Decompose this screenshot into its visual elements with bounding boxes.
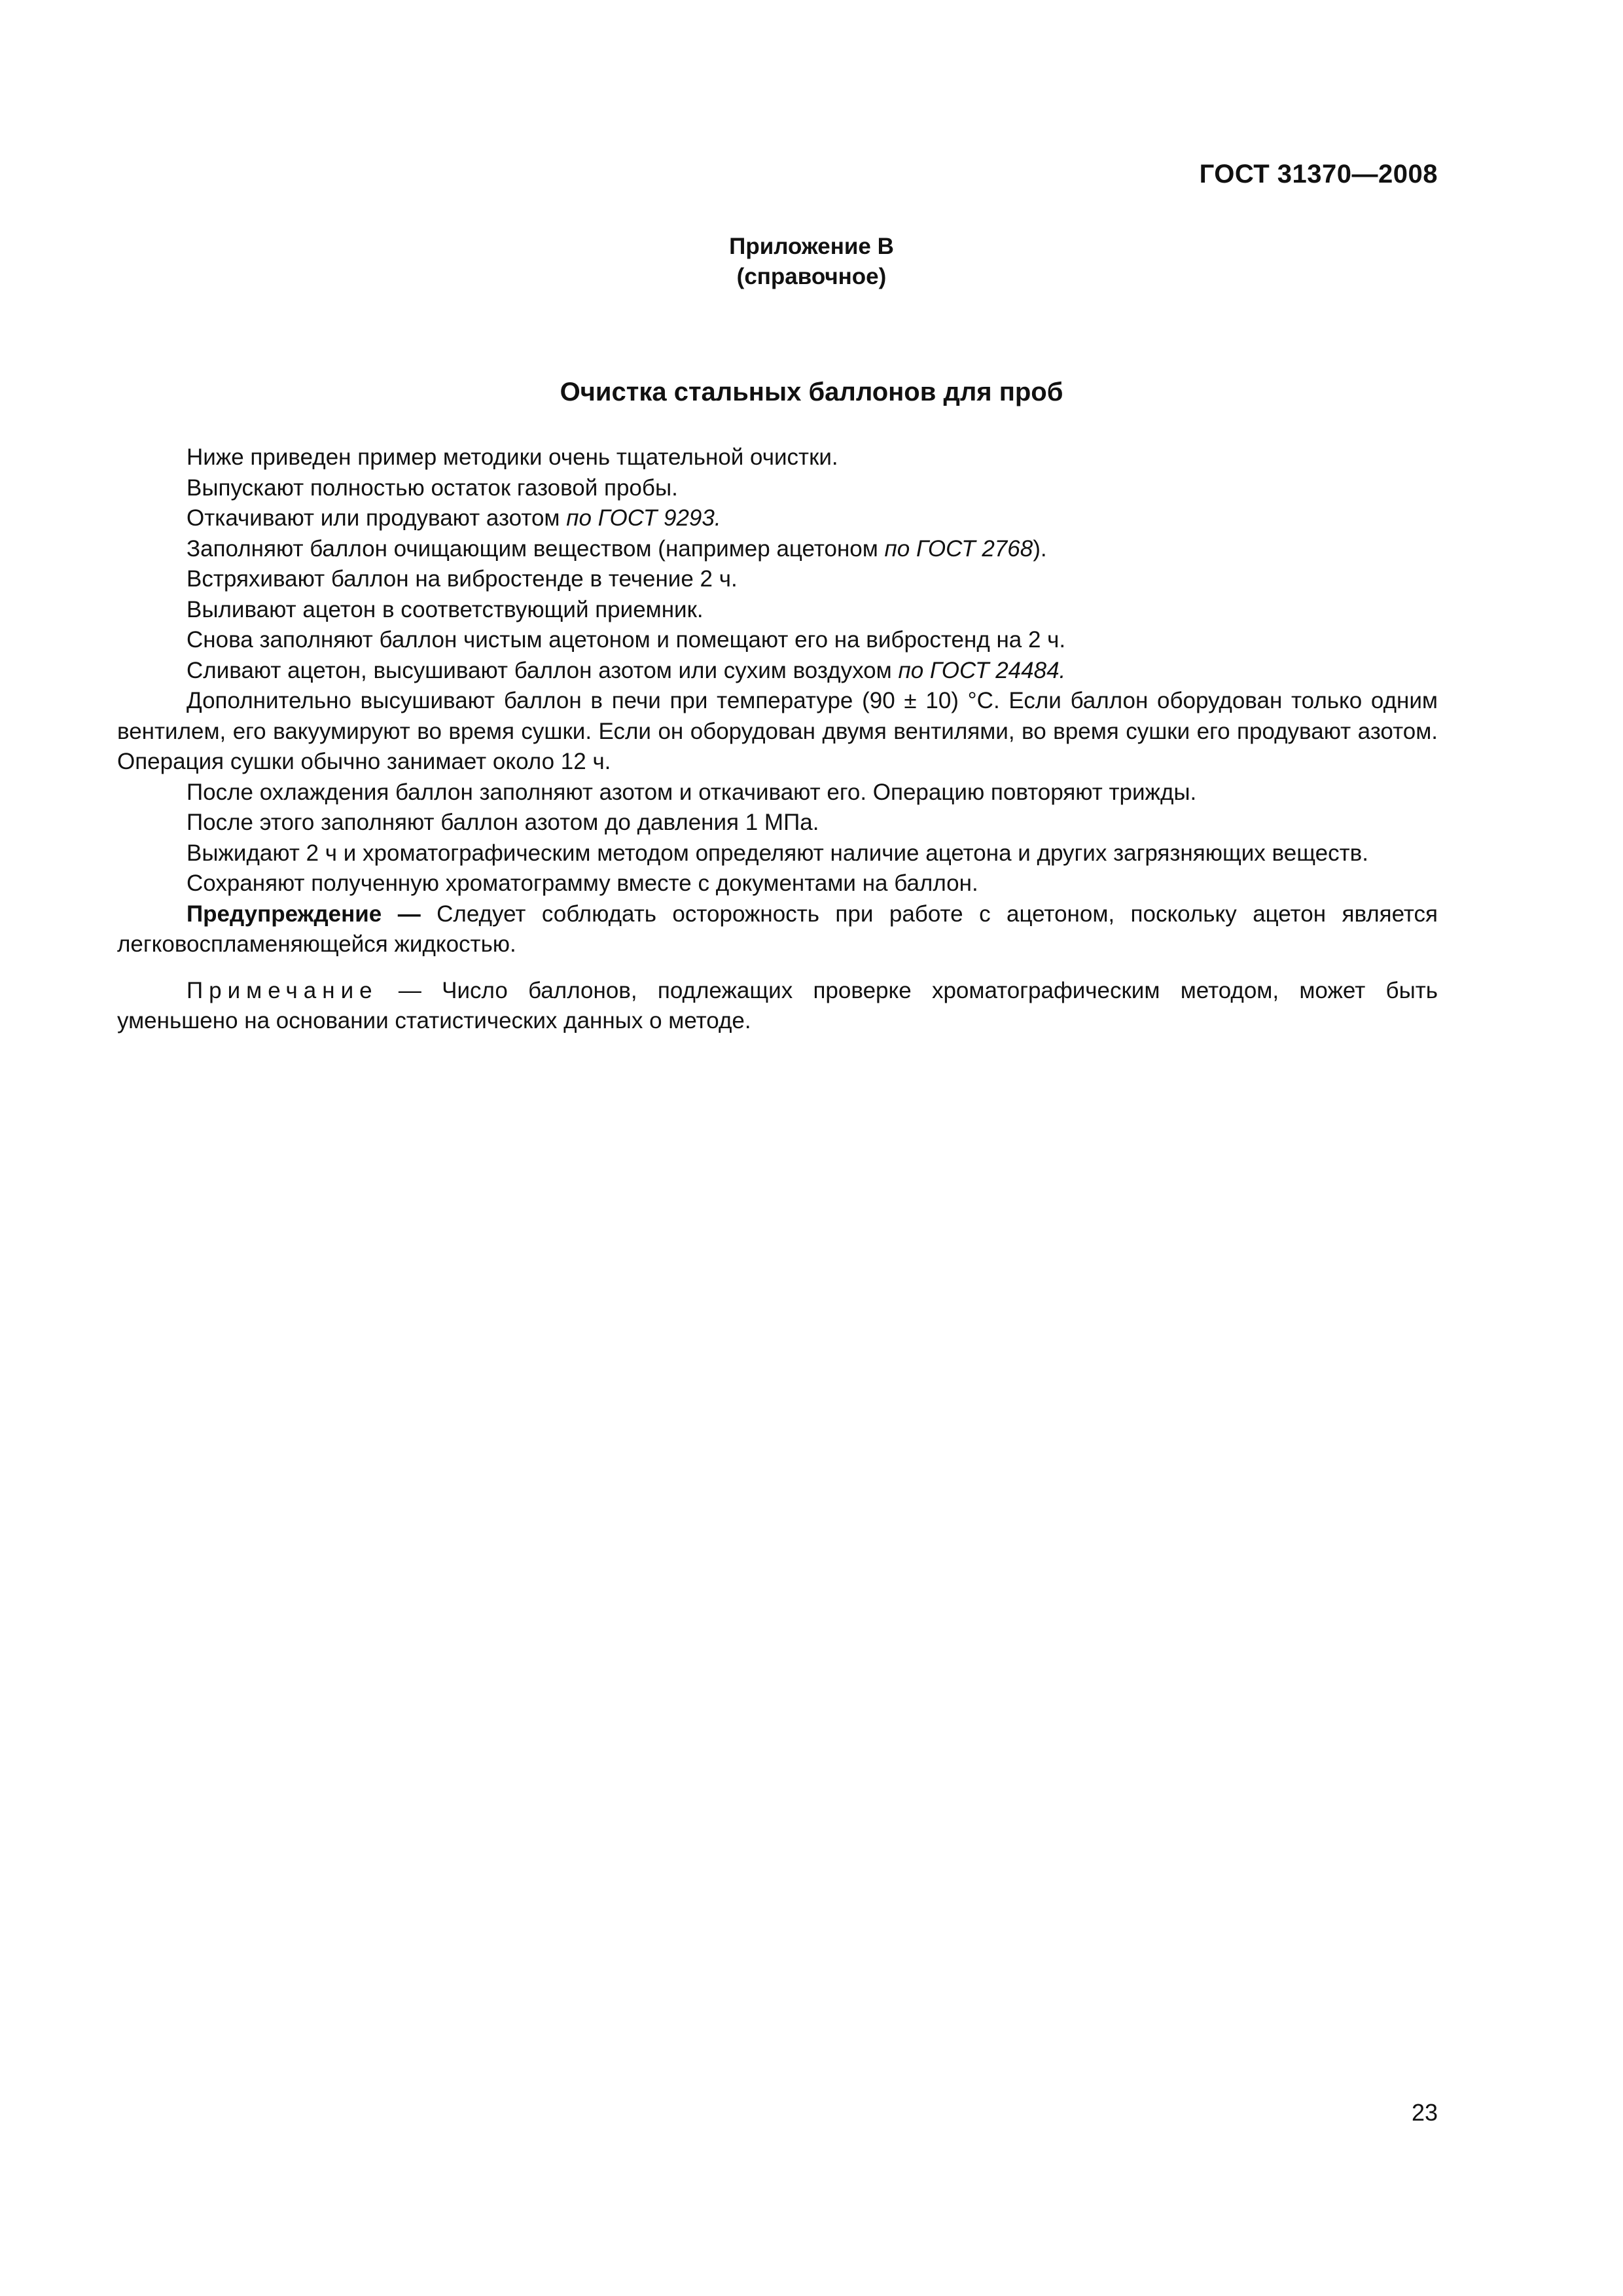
paragraph-4 xyxy=(117,534,1438,565)
appendix-label: Приложение В xyxy=(729,234,894,259)
standard-reference: по ГОСТ 9293. xyxy=(566,505,721,531)
paragraph-9: Дополнительно высушивают баллон в печи при температуре (90 ± 10) °С. Если баллон оборудован только одним вентилем, его вакуумируют во время сушки. Если он оборудован двумя вентилями, во время сушки его продувают азотом. Операция сушки обычно занимает около 12 ч. xyxy=(117,688,1438,774)
paragraph-11: После этого заполняют баллон азотом до давления 1 МПа. xyxy=(187,810,819,835)
section-title: Очистка стальных баллонов для проб xyxy=(560,378,1063,406)
paragraph-6: Выливают ацетон в соответствующий приемник. xyxy=(187,596,704,622)
appendix-heading xyxy=(0,232,1623,292)
paragraph-4-text: Заполняют баллон очищающим веществом (например ацетоном xyxy=(187,535,885,562)
paragraph-5: Встряхивают баллон на вибростенде в течение 2 ч. xyxy=(187,566,738,592)
paragraph-2: Выпускают полностью остаток газовой пробы. xyxy=(187,475,678,501)
page-number: 23 xyxy=(1411,2099,1438,2126)
paragraph-8-text: Сливают ацетон, высушивают баллон азотом или сухим воздухом xyxy=(187,657,899,683)
appendix-type: (справочное) xyxy=(736,264,887,289)
standard-reference: по ГОСТ 24484. xyxy=(898,657,1066,683)
warning-label: Предупреждение — xyxy=(187,901,421,927)
body-text xyxy=(117,442,1438,1037)
paragraph-7: Снова заполняют баллон чистым ацетоном и помещают его на вибростенд на 2 ч. xyxy=(187,627,1066,653)
paragraph-8 xyxy=(117,656,1438,687)
paragraph-1: Ниже приведен пример методики очень тщательной очистки. xyxy=(187,444,838,470)
paragraph-13: Сохраняют полученную хроматограмму вместе с документами на баллон. xyxy=(187,870,978,896)
standard-reference: по ГОСТ 2768 xyxy=(884,535,1033,562)
paragraph-10: После охлаждения баллон заполняют азотом и откачивают его. Операцию повторяют трижды. xyxy=(187,779,1197,805)
note-label: Примечание xyxy=(187,977,378,1003)
note-paragraph xyxy=(117,976,1438,1037)
paragraph-3-text: Откачивают или продувают азотом xyxy=(187,505,567,531)
paragraph-3 xyxy=(117,503,1438,534)
document-code: ГОСТ 31370—2008 xyxy=(1199,160,1438,188)
paragraph-12: Выжидают 2 ч и хроматографическим методом определяют наличие ацетона и других загрязняющих веществ. xyxy=(187,840,1368,866)
paragraph-4-end: ). xyxy=(1033,535,1047,562)
note-text: — Число баллонов, подлежащих проверке хроматографическим методом, может быть уменьшено на основании статистических данных о методе. xyxy=(117,977,1438,1033)
warning-text: Следует соблюдать осторожность при работе с ацетоном, поскольку ацетон является легковоспламеняющейся жидкостью. xyxy=(117,901,1438,957)
warning-paragraph xyxy=(117,899,1438,960)
